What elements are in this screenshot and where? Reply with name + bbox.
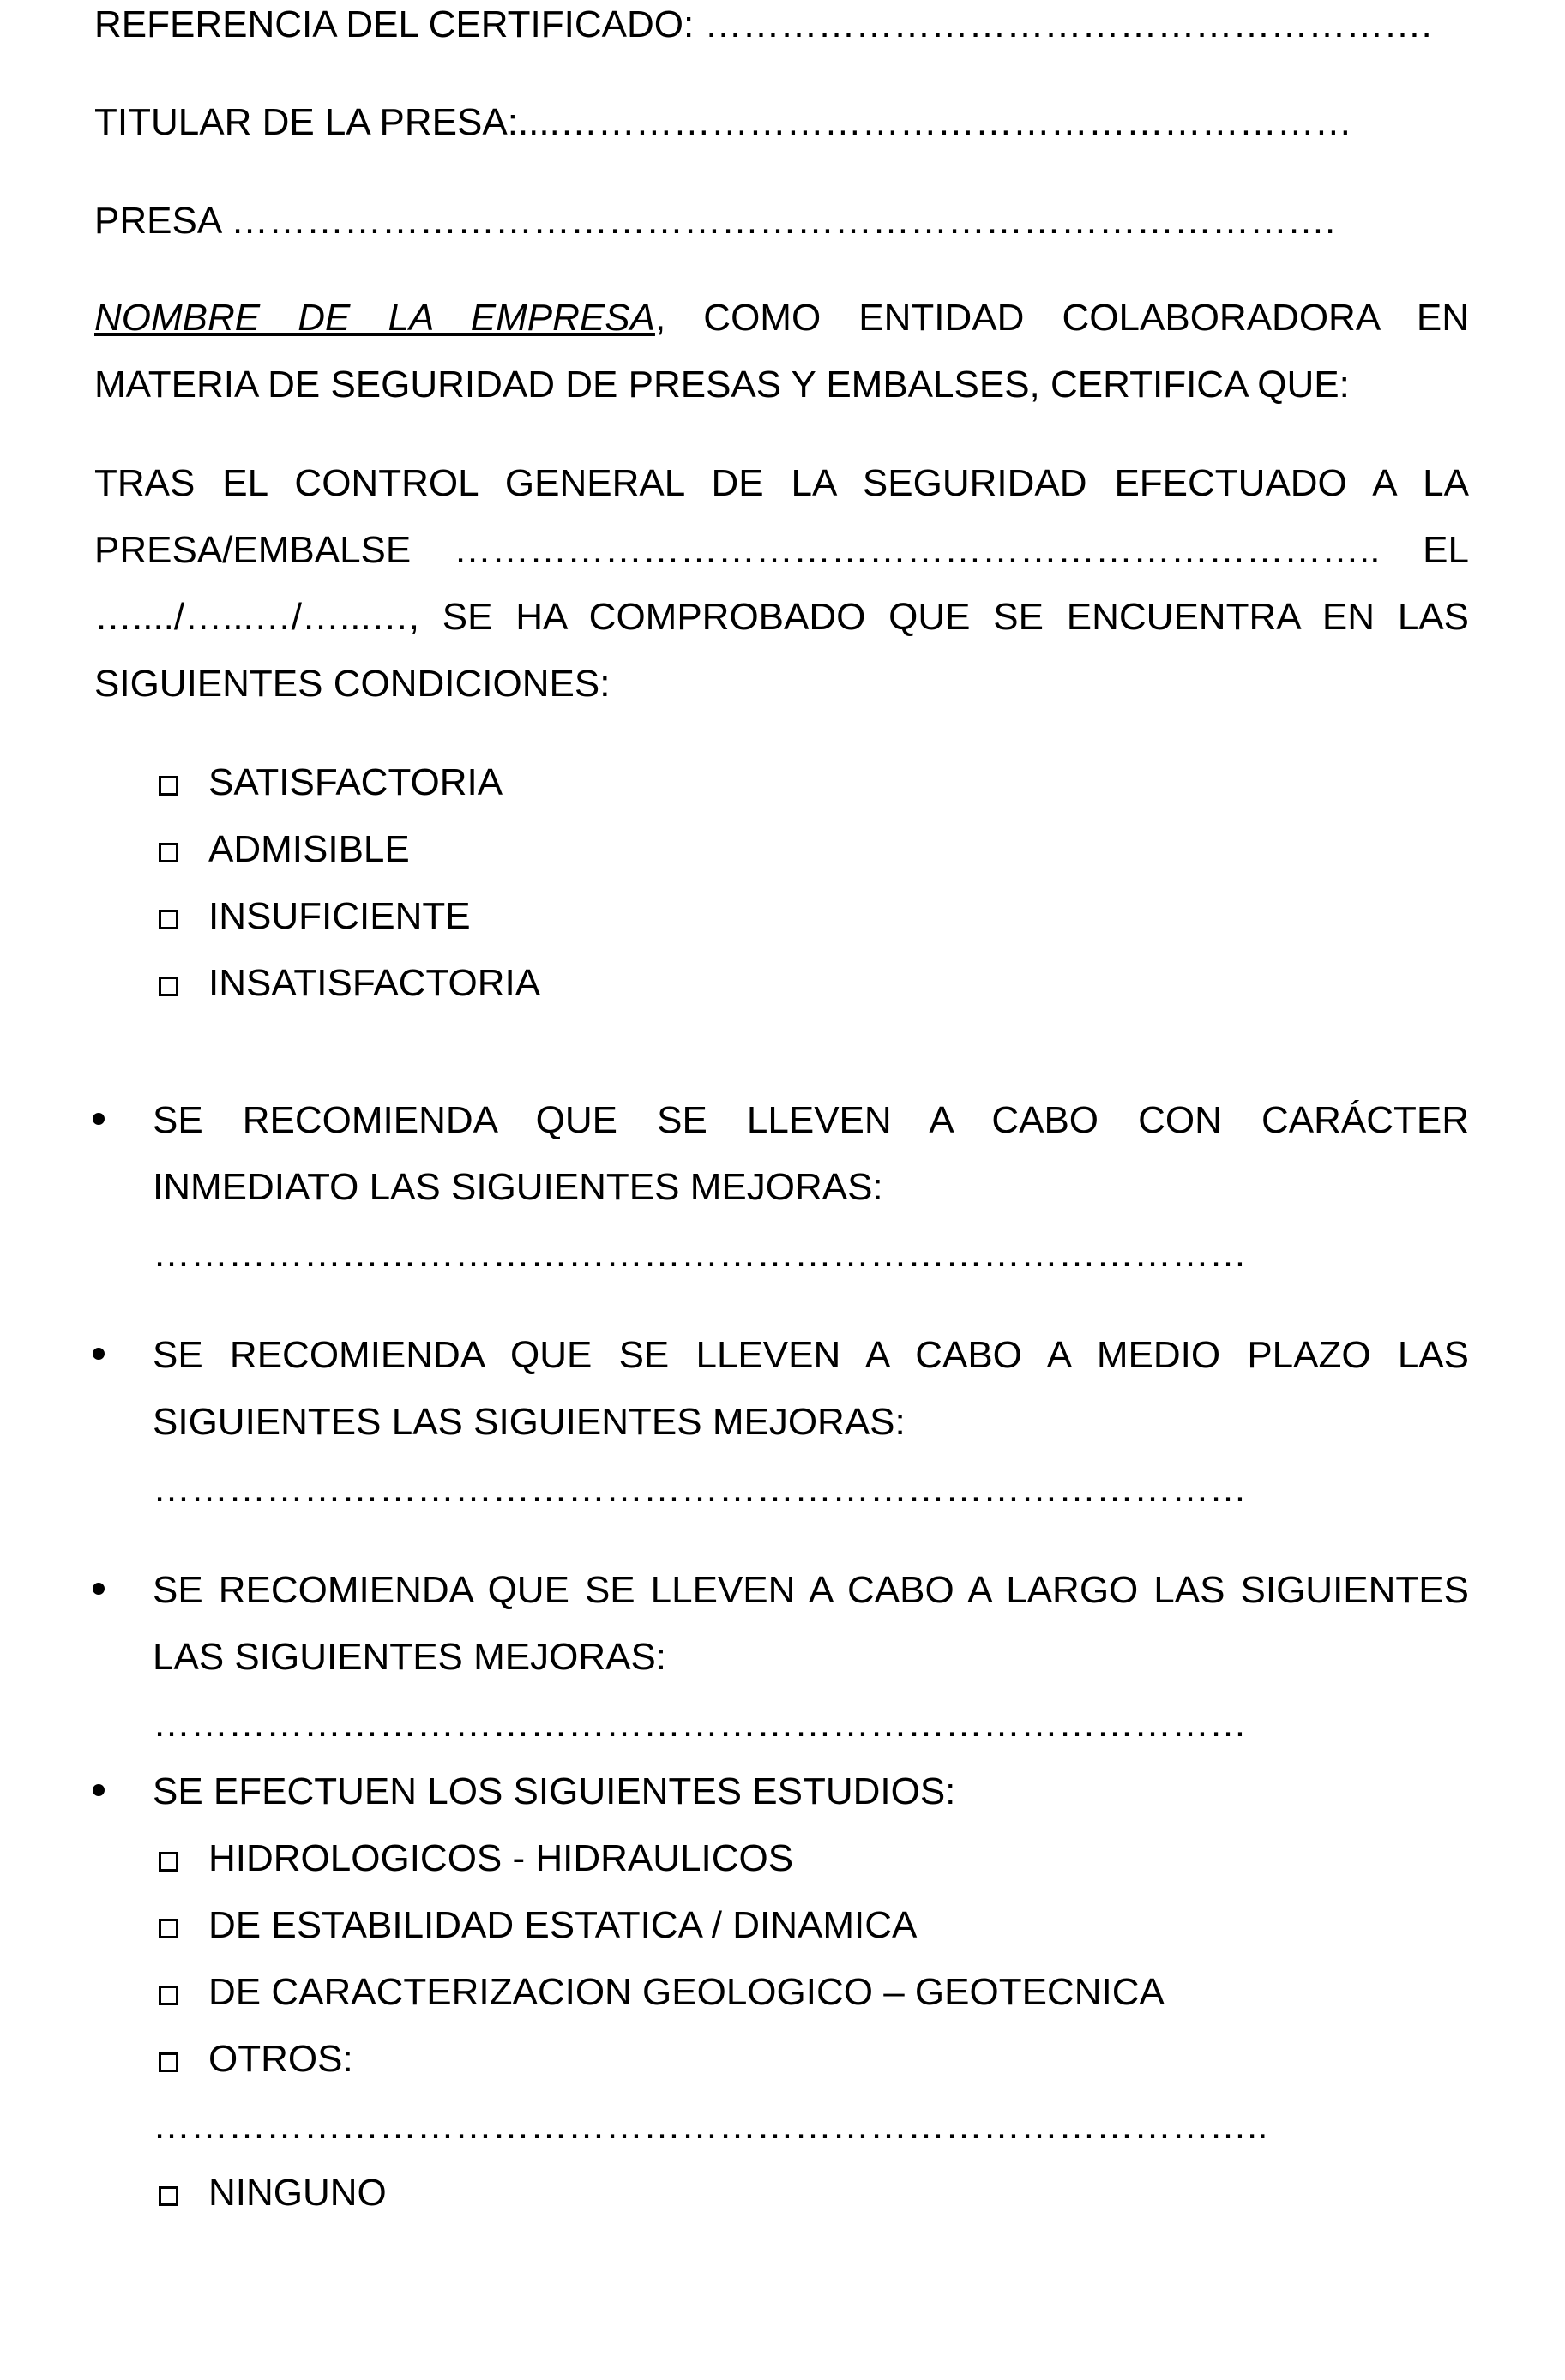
recommendation-1-line-2: INMEDIATO LAS SIGUIENTES MEJORAS: [153,1166,883,1208]
study-label: OTROS: [208,2038,353,2080]
bullet-icon [93,1583,105,1595]
bullet-icon [93,1113,105,1125]
checkbox-icon[interactable] [159,1986,178,2005]
condition-option[interactable] [159,962,541,1004]
checkbox-icon[interactable] [159,776,178,796]
el-label: EL [1423,529,1469,571]
recommendation-1-blank[interactable]: …………………………………………………………………………… [153,1233,1247,1275]
otros-blank[interactable]: …………………………………………………………………………….. [153,2105,1268,2147]
control-line-2 [94,529,1469,571]
condition-label: SATISFACTORIA [208,761,503,803]
study-option[interactable] [159,1971,1165,2013]
studies-heading: SE EFECTUEN LOS SIGUIENTES ESTUDIOS: [153,1770,956,1812]
presa-embalse-label: PRESA/EMBALSE [94,529,412,571]
study-option-none[interactable] [159,2174,387,2212]
titular-blank[interactable]: ....……………………………………………………… [517,101,1352,143]
condition-label: INSATISFACTORIA [208,962,541,1004]
reference-label: REFERENCIA DEL CERTIFICADO: [94,3,695,45]
condition-option[interactable] [159,895,471,937]
intro-line-1-text: , COMO ENTIDAD COLABORADORA EN [654,297,1469,339]
control-line-1: TRAS EL CONTROL GENERAL DE LA SEGURIDAD EFECTUADO A LA [94,462,1469,504]
study-label: DE ESTABILIDAD ESTATICA / DINAMICA [208,1904,918,1946]
reference-blank[interactable]: …………………………………………………. [704,3,1432,45]
intro-line-1 [94,299,1469,337]
study-label: DE CARACTERIZACION GEOLOGICO – GEOTECNICA [208,1971,1165,2013]
condition-label: INSUFICIENTE [208,895,471,937]
bullet-icon [93,1348,105,1360]
checkbox-icon[interactable] [159,2052,178,2072]
condition-option[interactable] [159,761,503,803]
control-line-3-text: SE HA COMPROBADO QUE SE ENCUENTRA EN LAS [442,596,1470,638]
condition-label: ADMISIBLE [208,828,410,870]
reference-field [94,3,1432,45]
recommendation-1-line-1: SE RECOMIENDA QUE SE LLEVEN A CABO CON CARÁCTER [153,1099,1469,1141]
titular-label: TITULAR DE LA PRESA: [94,101,518,143]
presa-blank[interactable]: ……………………………………………………………………………. [230,200,1336,242]
condition-option[interactable] [159,828,410,870]
titular-field [94,101,1352,143]
intro-line-2: MATERIA DE SEGURIDAD DE PRESAS Y EMBALSES, CERTIFICA QUE: [94,364,1350,406]
recommendation-3-line-1: SE RECOMIENDA QUE SE LLEVEN A CABO A LARGO LAS SIGUIENTES [153,1569,1469,1611]
study-option[interactable] [159,1837,794,1879]
presa-embalse-blank[interactable]: ……………………………………………………………….. [453,529,1381,571]
checkbox-icon[interactable] [159,977,178,996]
checkbox-icon[interactable] [159,1919,178,1938]
checkbox-icon[interactable] [159,843,178,862]
recommendation-3-line-2: LAS SIGUIENTES MEJORAS: [153,1636,667,1678]
study-label: NINGUNO [208,2172,387,2214]
bullet-icon [93,1784,105,1796]
presa-label: PRESA [94,200,220,242]
recommendation-2-blank[interactable]: …………………………………………………………………………… [153,1468,1247,1510]
checkbox-icon[interactable] [159,1852,178,1872]
recommendation-2-line-1: SE RECOMIENDA QUE SE LLEVEN A CABO A MEDIO PLAZO LAS [153,1334,1469,1376]
study-label: HIDROLOGICOS - HIDRAULICOS [208,1837,794,1879]
checkbox-icon[interactable] [159,2186,178,2206]
checkbox-icon[interactable] [159,910,178,929]
study-option[interactable] [159,2040,353,2078]
presa-field [94,202,1335,240]
recommendation-2-line-2: SIGUIENTES LAS SIGUIENTES MEJORAS: [153,1401,906,1443]
date-blank[interactable]: …..../…...…/…...…, [94,596,419,638]
control-line-3 [94,598,1469,636]
study-option[interactable] [159,1904,918,1946]
control-line-4: SIGUIENTES CONDICIONES: [94,663,611,705]
recommendation-3-blank[interactable]: …………………………………………………………………………… [153,1703,1247,1745]
company-name: NOMBRE DE LA EMPRESA [94,297,655,339]
